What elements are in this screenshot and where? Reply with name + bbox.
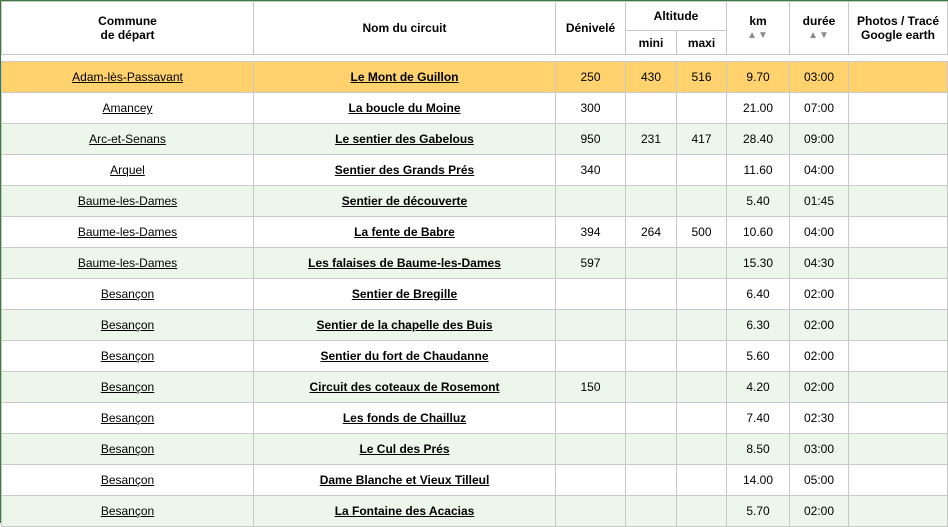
photos-cell (849, 465, 948, 496)
denivele-cell (556, 434, 626, 465)
circuit-link[interactable]: Circuit des coteaux de Rosemont (309, 380, 500, 394)
altitude-maxi-cell (677, 155, 727, 186)
altitude-maxi-cell (677, 279, 727, 310)
circuit-cell (254, 496, 556, 527)
commune-cell (2, 124, 254, 155)
circuit-cell (254, 372, 556, 403)
km-cell: 6.40 (727, 279, 790, 310)
photos-cell (849, 372, 948, 403)
header-altitude-maxi: maxi (677, 31, 727, 55)
circuit-link[interactable]: Le Mont de Guillon (350, 70, 459, 84)
km-cell: 9.70 (727, 62, 790, 93)
altitude-mini-cell (626, 403, 677, 434)
commune-cell (2, 279, 254, 310)
duree-cell: 02:00 (790, 496, 849, 527)
photos-cell (849, 124, 948, 155)
circuit-cell (254, 403, 556, 434)
header-km (727, 2, 790, 55)
photos-cell (849, 496, 948, 527)
commune-cell (2, 186, 254, 217)
circuit-cell (254, 248, 556, 279)
header-commune-line1: Commune (98, 14, 157, 28)
commune-link[interactable]: Baume-les-Dames (77, 194, 178, 208)
altitude-maxi-cell (677, 403, 727, 434)
denivele-cell (556, 279, 626, 310)
km-cell: 6.30 (727, 310, 790, 341)
denivele-cell: 300 (556, 93, 626, 124)
commune-link[interactable]: Baume-les-Dames (77, 225, 178, 239)
table-row[interactable] (2, 217, 948, 248)
km-cell: 4.20 (727, 372, 790, 403)
photos-cell (849, 93, 948, 124)
circuit-link[interactable]: Sentier de découverte (341, 194, 468, 208)
circuit-link[interactable]: La Fontaine des Acacias (334, 504, 475, 518)
table-row[interactable] (2, 496, 948, 527)
denivele-cell: 340 (556, 155, 626, 186)
photos-cell (849, 310, 948, 341)
altitude-mini-cell (626, 341, 677, 372)
table-row[interactable] (2, 155, 948, 186)
km-cell: 11.60 (727, 155, 790, 186)
altitude-mini-cell (626, 186, 677, 217)
photos-cell (849, 217, 948, 248)
denivele-cell: 950 (556, 124, 626, 155)
denivele-cell: 250 (556, 62, 626, 93)
altitude-maxi-cell (677, 434, 727, 465)
header-circuit: Nom du circuit (254, 2, 556, 55)
sort-km-icon[interactable]: ▲▼ (747, 29, 769, 41)
photos-cell (849, 341, 948, 372)
circuit-link[interactable]: Les fonds de Chailluz (342, 411, 467, 425)
altitude-maxi-cell: 516 (677, 62, 727, 93)
photos-cell (849, 279, 948, 310)
duree-cell: 03:00 (790, 434, 849, 465)
header-photos-line1: Photos / Tracé (857, 14, 940, 28)
circuit-cell (254, 217, 556, 248)
km-cell: 5.70 (727, 496, 790, 527)
altitude-maxi-cell (677, 248, 727, 279)
table-row[interactable] (2, 341, 948, 372)
circuit-cell (254, 434, 556, 465)
circuit-link[interactable]: Le sentier des Gabelous (335, 132, 474, 146)
km-cell: 10.60 (727, 217, 790, 248)
header-altitude: Altitude (626, 2, 727, 31)
altitude-maxi-cell (677, 496, 727, 527)
duree-cell: 02:30 (790, 403, 849, 434)
altitude-maxi-cell: 417 (677, 124, 727, 155)
circuit-link[interactable]: Dame Blanche et Vieux Tilleul (319, 473, 490, 487)
altitude-mini-cell (626, 93, 677, 124)
commune-cell (2, 496, 254, 527)
altitude-mini-cell: 264 (626, 217, 677, 248)
circuit-link[interactable]: Le Cul des Prés (359, 442, 450, 456)
km-cell: 5.40 (727, 186, 790, 217)
denivele-cell (556, 403, 626, 434)
duree-cell: 09:00 (790, 124, 849, 155)
circuit-cell (254, 279, 556, 310)
table-row[interactable] (2, 93, 948, 124)
km-cell: 7.40 (727, 403, 790, 434)
commune-link[interactable]: Besançon (100, 411, 155, 425)
table-row[interactable] (2, 186, 948, 217)
duree-cell: 04:30 (790, 248, 849, 279)
circuit-cell (254, 124, 556, 155)
circuit-link[interactable]: Les falaises de Baume-les-Dames (308, 256, 501, 270)
commune-link[interactable]: Baume-les-Dames (77, 256, 178, 270)
km-cell: 5.60 (727, 341, 790, 372)
duree-cell: 07:00 (790, 93, 849, 124)
km-cell: 21.00 (727, 93, 790, 124)
circuit-link[interactable]: La fente de Babre (354, 225, 455, 239)
circuit-cell (254, 341, 556, 372)
altitude-maxi-cell (677, 465, 727, 496)
commune-cell (2, 372, 254, 403)
sort-duree-icon[interactable]: ▲▼ (808, 29, 830, 41)
km-cell: 15.30 (727, 248, 790, 279)
circuits-table (1, 1, 948, 527)
commune-link[interactable]: Arc-et-Senans (89, 132, 166, 146)
altitude-maxi-cell (677, 93, 727, 124)
table-row[interactable] (2, 62, 948, 93)
altitude-mini-cell (626, 310, 677, 341)
duree-cell: 02:00 (790, 341, 849, 372)
commune-link[interactable]: Besançon (100, 504, 155, 518)
photos-cell (849, 403, 948, 434)
altitude-mini-cell: 231 (626, 124, 677, 155)
photos-cell (849, 248, 948, 279)
header-km-label: km (749, 13, 767, 28)
table-row[interactable] (2, 465, 948, 496)
photos-cell (849, 155, 948, 186)
commune-link[interactable]: Besançon (100, 318, 155, 332)
header-denivele: Dénivelé (556, 2, 626, 55)
commune-link[interactable]: Besançon (100, 349, 155, 363)
km-cell: 28.40 (727, 124, 790, 155)
duree-cell: 04:00 (790, 155, 849, 186)
header-spacer (2, 55, 948, 62)
photos-cell (849, 186, 948, 217)
altitude-maxi-cell (677, 186, 727, 217)
commune-link[interactable]: Besançon (100, 287, 155, 301)
denivele-cell (556, 341, 626, 372)
denivele-cell: 150 (556, 372, 626, 403)
header-altitude-mini: mini (626, 31, 677, 55)
altitude-maxi-cell (677, 372, 727, 403)
table-row[interactable] (2, 248, 948, 279)
commune-cell (2, 217, 254, 248)
header-photos-line2: Google earth (861, 28, 936, 42)
header-photos (849, 2, 948, 55)
header-duree-label: durée (802, 13, 836, 28)
altitude-mini-cell (626, 496, 677, 527)
commune-cell (2, 155, 254, 186)
denivele-cell (556, 496, 626, 527)
duree-cell: 03:00 (790, 62, 849, 93)
commune-cell (2, 465, 254, 496)
circuit-cell (254, 186, 556, 217)
circuit-cell (254, 310, 556, 341)
denivele-cell (556, 186, 626, 217)
altitude-maxi-cell (677, 341, 727, 372)
table-row[interactable] (2, 434, 948, 465)
altitude-maxi-cell (677, 310, 727, 341)
duree-cell: 05:00 (790, 465, 849, 496)
commune-cell (2, 434, 254, 465)
circuit-cell (254, 465, 556, 496)
duree-cell: 02:00 (790, 372, 849, 403)
circuit-link[interactable]: La boucle du Moine (348, 101, 461, 115)
denivele-cell: 394 (556, 217, 626, 248)
denivele-cell (556, 310, 626, 341)
table-row[interactable] (2, 372, 948, 403)
commune-link[interactable]: Amancey (102, 101, 153, 115)
circuit-link[interactable]: Sentier du fort de Chaudanne (320, 349, 489, 363)
km-cell: 14.00 (727, 465, 790, 496)
duree-cell: 01:45 (790, 186, 849, 217)
commune-cell (2, 93, 254, 124)
photos-cell (849, 434, 948, 465)
commune-link[interactable]: Besançon (100, 473, 155, 487)
circuit-link[interactable]: Sentier de Bregille (351, 287, 458, 301)
denivele-cell: 597 (556, 248, 626, 279)
table-row[interactable] (2, 310, 948, 341)
photos-cell (849, 62, 948, 93)
circuit-link[interactable]: Sentier des Grands Prés (334, 163, 475, 177)
commune-link[interactable]: Besançon (100, 380, 155, 394)
table-row[interactable] (2, 279, 948, 310)
commune-cell (2, 310, 254, 341)
circuit-cell (254, 93, 556, 124)
altitude-maxi-cell: 500 (677, 217, 727, 248)
duree-cell: 02:00 (790, 279, 849, 310)
circuit-cell (254, 155, 556, 186)
table-row[interactable] (2, 403, 948, 434)
commune-cell (2, 248, 254, 279)
altitude-mini-cell (626, 279, 677, 310)
commune-cell (2, 62, 254, 93)
altitude-mini-cell (626, 434, 677, 465)
commune-link[interactable]: Besançon (100, 442, 155, 456)
altitude-mini-cell (626, 372, 677, 403)
commune-link[interactable]: Adam-lès-Passavant (72, 70, 183, 84)
altitude-mini-cell (626, 248, 677, 279)
table-row[interactable] (2, 124, 948, 155)
altitude-mini-cell (626, 155, 677, 186)
commune-cell (2, 403, 254, 434)
altitude-mini-cell: 430 (626, 62, 677, 93)
header-commune (2, 2, 254, 55)
duree-cell: 02:00 (790, 310, 849, 341)
circuit-link[interactable]: Sentier de la chapelle des Buis (316, 318, 493, 332)
duree-cell: 04:00 (790, 217, 849, 248)
circuit-cell (254, 62, 556, 93)
denivele-cell (556, 465, 626, 496)
commune-link[interactable]: Arquel (110, 163, 145, 177)
commune-cell (2, 341, 254, 372)
altitude-mini-cell (626, 465, 677, 496)
header-duree (790, 2, 849, 55)
km-cell: 8.50 (727, 434, 790, 465)
header-commune-line2: de départ (100, 28, 155, 42)
